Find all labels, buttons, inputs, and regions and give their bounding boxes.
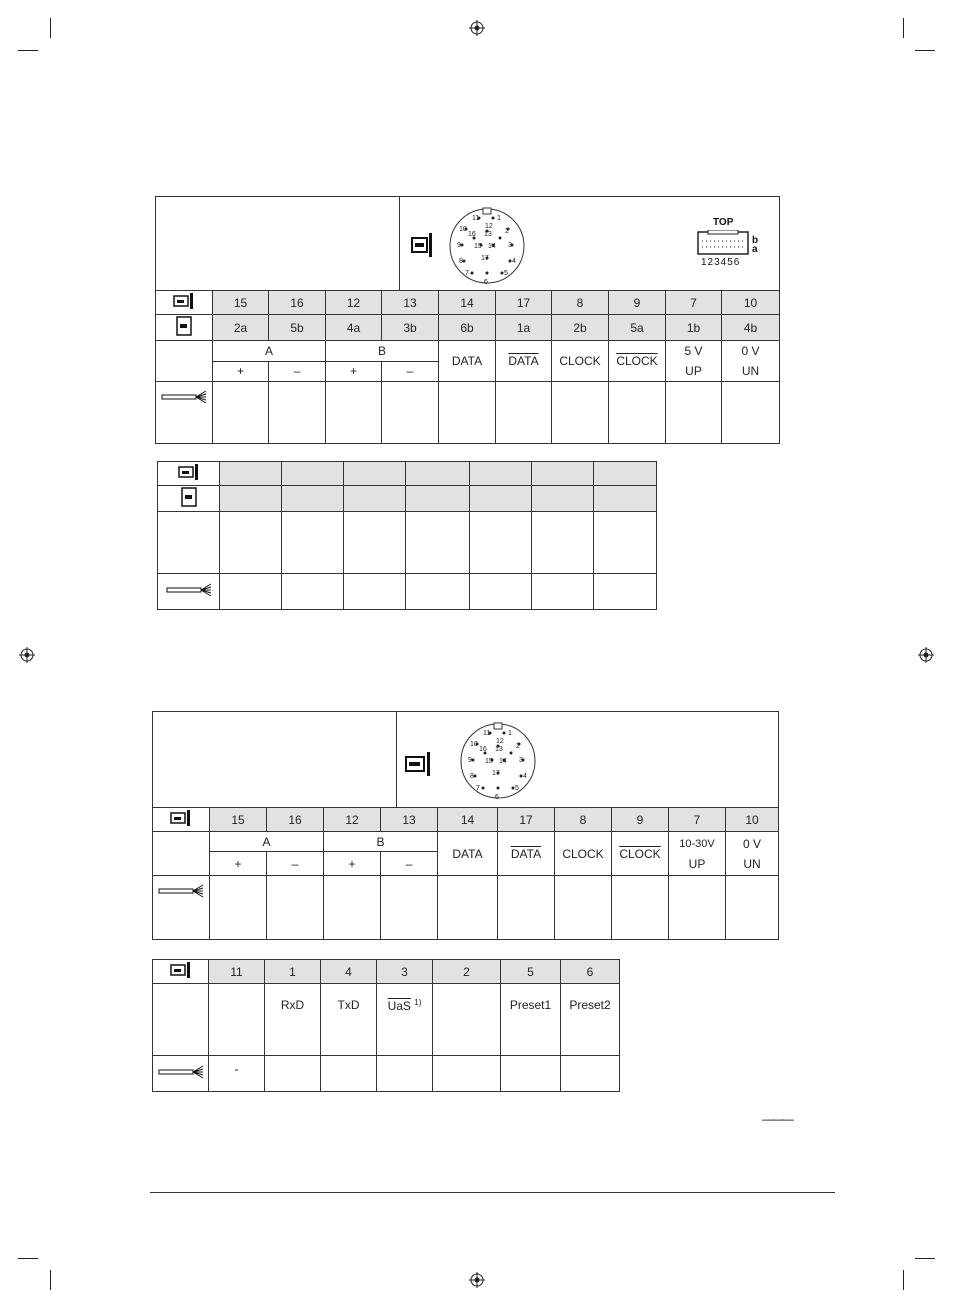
data-bar-cell bbox=[496, 341, 552, 382]
table-row bbox=[153, 984, 620, 1056]
alt-pin-cell: 3b bbox=[382, 315, 439, 341]
connector-pin-label: 6 bbox=[495, 794, 499, 801]
cable-icon bbox=[158, 884, 204, 898]
alt-pin-cell: 1b bbox=[666, 315, 722, 341]
table3-header bbox=[152, 711, 779, 808]
up-cell bbox=[669, 832, 726, 876]
crop-mark bbox=[50, 18, 51, 38]
row-icon-cell bbox=[153, 808, 210, 832]
pin-cell: 7 bbox=[666, 291, 722, 315]
strip-side-a: a bbox=[752, 244, 758, 255]
footnote-sup: 1) bbox=[414, 998, 422, 1007]
wire-color-cell bbox=[406, 574, 469, 610]
connector-pin-label: 9 bbox=[468, 757, 472, 764]
signal-cell: Preset2 bbox=[561, 984, 620, 1056]
pin-cell: 3 bbox=[377, 960, 433, 984]
pin-cell bbox=[406, 462, 469, 486]
alt-pin-cell: 4a bbox=[326, 315, 382, 341]
plus-cell: + bbox=[210, 852, 267, 876]
pin-cell: 8 bbox=[552, 291, 609, 315]
wire-color-cell bbox=[220, 574, 282, 610]
data-bar-label: DATA bbox=[508, 354, 539, 368]
wire-color-cell bbox=[609, 382, 666, 444]
wire-color-cell bbox=[381, 876, 438, 940]
socket-icon bbox=[176, 316, 192, 336]
wire-color-cell bbox=[382, 382, 439, 444]
signal-cell: TxD bbox=[321, 984, 377, 1056]
wire-color-cell bbox=[321, 1056, 377, 1092]
crop-mark bbox=[50, 1270, 51, 1290]
plus-cell: + bbox=[326, 361, 382, 382]
alt-pin-cell bbox=[406, 486, 469, 512]
table1-header bbox=[155, 196, 780, 291]
clock-bar-cell bbox=[609, 341, 666, 382]
alt-pin-cell bbox=[593, 486, 656, 512]
registration-mark-icon bbox=[19, 647, 35, 663]
up-cell bbox=[666, 341, 722, 382]
wire-color-cell bbox=[344, 574, 406, 610]
wire-color-cell bbox=[282, 574, 344, 610]
row-icon-cell bbox=[153, 1056, 209, 1092]
wire-color-cell bbox=[722, 382, 780, 444]
table-row bbox=[153, 832, 779, 852]
un-value: 0 V bbox=[742, 836, 761, 851]
table3-pin-table bbox=[152, 807, 779, 940]
pin-cell: 12 bbox=[324, 808, 381, 832]
registration-mark-icon bbox=[469, 1272, 485, 1288]
connector-plug-icon bbox=[405, 752, 433, 776]
wire-color-cell bbox=[612, 876, 669, 940]
connector-pin-label: 1 bbox=[508, 730, 512, 737]
wire-color-cell bbox=[210, 876, 267, 940]
table1-pin-table bbox=[155, 290, 780, 444]
minus-cell: – bbox=[382, 361, 439, 382]
wire-color-cell bbox=[267, 876, 324, 940]
pin-cell: 10 bbox=[722, 291, 780, 315]
row-icon-cell bbox=[153, 960, 209, 984]
connector-pin-label: 6 bbox=[484, 279, 488, 286]
alt-pin-cell bbox=[220, 486, 282, 512]
connector-pin-label: 11 bbox=[483, 730, 491, 737]
up-label: UP bbox=[685, 364, 702, 378]
connector-pin-label: 10 bbox=[470, 741, 478, 748]
cable-icon bbox=[158, 1065, 204, 1079]
pin-cell: 17 bbox=[498, 808, 555, 832]
data-cell: DATA bbox=[438, 832, 498, 876]
table-row bbox=[156, 382, 780, 444]
table-row bbox=[158, 512, 657, 574]
plug-icon bbox=[173, 293, 195, 309]
pin-cell: 6 bbox=[561, 960, 620, 984]
empty-cell bbox=[153, 984, 209, 1056]
up-label: UP bbox=[688, 856, 706, 871]
wire-color-cell bbox=[469, 574, 531, 610]
connector-plug-icon bbox=[411, 233, 435, 257]
alt-pin-cell bbox=[469, 486, 531, 512]
strip-side-b: b bbox=[752, 235, 759, 246]
wire-color-cell bbox=[593, 574, 656, 610]
pin-cell: 2 bbox=[433, 960, 501, 984]
connector-pin-label: 13 bbox=[495, 746, 503, 753]
row-icon-cell bbox=[158, 486, 220, 512]
wire-color-cell bbox=[669, 876, 726, 940]
wire-color-cell bbox=[324, 876, 381, 940]
alt-pin-cell: 6b bbox=[439, 315, 496, 341]
crop-mark bbox=[18, 50, 38, 51]
wire-color-cell bbox=[377, 1056, 433, 1092]
wire-color-cell bbox=[496, 382, 552, 444]
connector-pin-label: 17 bbox=[492, 770, 500, 777]
crop-mark bbox=[18, 1258, 38, 1259]
connector-pin-label: 2 bbox=[516, 743, 520, 750]
un-value: 0 V bbox=[741, 344, 760, 358]
alt-pin-cell: 2a bbox=[213, 315, 269, 341]
pin-cell: 5 bbox=[501, 960, 561, 984]
connector-pin-label: 16 bbox=[479, 746, 487, 753]
table2-pin-table bbox=[157, 461, 657, 610]
table-row bbox=[156, 341, 780, 362]
table-row bbox=[156, 315, 780, 341]
alt-pin-cell: 1a bbox=[496, 315, 552, 341]
row-icon-cell bbox=[153, 876, 210, 940]
pin-cell: 9 bbox=[612, 808, 669, 832]
round-connector-face-icon bbox=[457, 720, 539, 802]
signal-cell bbox=[209, 984, 265, 1056]
wire-color-cell bbox=[326, 382, 382, 444]
pin-cell bbox=[531, 462, 593, 486]
wire-color-cell bbox=[433, 1056, 501, 1092]
connector-pin-label: 2 bbox=[505, 228, 509, 235]
strip-numbers: 123456 bbox=[701, 257, 741, 268]
pin-cell: 15 bbox=[213, 291, 269, 315]
header-divider bbox=[396, 712, 397, 808]
pin-cell: 14 bbox=[438, 808, 498, 832]
connector-pin-label: 3 bbox=[519, 757, 523, 764]
connector-pin-label: 15 bbox=[485, 758, 493, 765]
pin-cell bbox=[593, 462, 656, 486]
plug-icon bbox=[170, 962, 192, 978]
pin-cell bbox=[220, 462, 282, 486]
connector-pin-label: 10 bbox=[459, 226, 467, 233]
crop-mark bbox=[915, 1258, 935, 1259]
pin-cell: 4 bbox=[321, 960, 377, 984]
group-b-header: B bbox=[326, 341, 439, 362]
pin-cell: 11 bbox=[209, 960, 265, 984]
clock-bar-label: CLOCK bbox=[616, 354, 658, 368]
signal-cell: RxD bbox=[265, 984, 321, 1056]
connector-pin-label: 14 bbox=[488, 243, 496, 250]
data-bar-cell bbox=[498, 832, 555, 876]
crop-mark bbox=[903, 18, 904, 38]
connector-pin-label: 4 bbox=[523, 773, 527, 780]
connector-pin-label: 8 bbox=[470, 773, 474, 780]
round-connector-face-icon bbox=[446, 205, 528, 287]
wire-color-cell bbox=[501, 1056, 561, 1092]
up-value: 5 V bbox=[684, 344, 703, 358]
connector-pin-label: 5 bbox=[515, 785, 519, 792]
data-cell: DATA bbox=[439, 341, 496, 382]
pin-cell: 12 bbox=[326, 291, 382, 315]
connector-pin-label: 3 bbox=[508, 242, 512, 249]
connector-pin-label: 15 bbox=[474, 243, 482, 250]
wire-color-cell bbox=[269, 382, 326, 444]
table-row bbox=[158, 462, 657, 486]
group-b-header: B bbox=[324, 832, 438, 852]
wire-color-cell bbox=[555, 876, 612, 940]
row-icon-cell bbox=[158, 462, 220, 486]
pin-cell: 17 bbox=[496, 291, 552, 315]
pin-cell: 16 bbox=[269, 291, 326, 315]
connector-pin-label: 12 bbox=[485, 223, 493, 230]
table-row bbox=[153, 808, 779, 832]
signal-cell bbox=[377, 984, 433, 1056]
connector-pin-label: 4 bbox=[512, 258, 516, 265]
table-row bbox=[153, 1056, 620, 1092]
un-cell bbox=[726, 832, 779, 876]
wire-color-cell bbox=[552, 382, 609, 444]
connector-pin-label: 14 bbox=[499, 758, 507, 765]
wire-color-cell bbox=[265, 1056, 321, 1092]
signal-cell bbox=[433, 984, 501, 1056]
empty-cell bbox=[158, 512, 220, 574]
clock-cell: CLOCK bbox=[555, 832, 612, 876]
pin-cell bbox=[469, 462, 531, 486]
signal-cell bbox=[344, 512, 406, 574]
table-row bbox=[153, 960, 620, 984]
group-a-header: A bbox=[210, 832, 324, 852]
connector-pin-label: 16 bbox=[468, 231, 476, 238]
signal-cell bbox=[406, 512, 469, 574]
un-label: UN bbox=[741, 364, 760, 378]
clock-bar-label: CLOCK bbox=[619, 846, 661, 861]
table-row bbox=[158, 486, 657, 512]
connector-pin-label: 13 bbox=[484, 231, 492, 238]
pin-cell: 9 bbox=[609, 291, 666, 315]
table4-pin-table bbox=[152, 959, 620, 1092]
wire-color-cell: - bbox=[209, 1056, 265, 1092]
empty-cell bbox=[156, 341, 213, 382]
alt-pin-cell bbox=[344, 486, 406, 512]
up-value: 10-30V bbox=[679, 837, 715, 850]
alt-pin-cell bbox=[282, 486, 344, 512]
pin-cell: 10 bbox=[726, 808, 779, 832]
un-cell bbox=[722, 341, 780, 382]
signal-cell bbox=[220, 512, 282, 574]
connector-pin-label: 9 bbox=[457, 242, 461, 249]
cable-icon bbox=[161, 390, 207, 404]
plus-cell: + bbox=[324, 852, 381, 876]
row-icon-cell bbox=[156, 382, 213, 444]
plug-icon bbox=[178, 464, 200, 480]
plus-cell: + bbox=[213, 361, 269, 382]
alt-pin-cell: 5a bbox=[609, 315, 666, 341]
row-icon-cell bbox=[156, 315, 213, 341]
minus-cell: – bbox=[269, 361, 326, 382]
data-bar-label: DATA bbox=[510, 846, 542, 861]
wire-color-cell bbox=[498, 876, 555, 940]
signal-cell bbox=[469, 512, 531, 574]
registration-mark-icon bbox=[469, 20, 485, 36]
pin-cell: 14 bbox=[439, 291, 496, 315]
table-row bbox=[158, 574, 657, 610]
row-icon-cell bbox=[158, 574, 220, 610]
empty-cell bbox=[153, 832, 210, 876]
pin-cell bbox=[344, 462, 406, 486]
pin-cell: 7 bbox=[669, 808, 726, 832]
footnote-mark: ——— bbox=[762, 1112, 792, 1126]
group-a-header: A bbox=[213, 341, 326, 362]
wire-color-cell bbox=[531, 574, 593, 610]
connector-pin-label: 7 bbox=[465, 270, 469, 277]
wire-color-cell bbox=[439, 382, 496, 444]
pin-cell: 1 bbox=[265, 960, 321, 984]
connector-pin-label: 12 bbox=[496, 738, 504, 745]
signal-cell: Preset1 bbox=[501, 984, 561, 1056]
crop-mark bbox=[915, 50, 935, 51]
table-row bbox=[156, 291, 780, 315]
socket-icon bbox=[181, 487, 197, 507]
clock-cell: CLOCK bbox=[552, 341, 609, 382]
wire-color-cell bbox=[213, 382, 269, 444]
signal-cell bbox=[531, 512, 593, 574]
top-label: TOP bbox=[713, 217, 734, 228]
crop-mark bbox=[903, 1270, 904, 1290]
header-divider bbox=[399, 197, 400, 291]
wire-color-cell bbox=[726, 876, 779, 940]
pin-cell: 16 bbox=[267, 808, 324, 832]
alt-pin-cell: 4b bbox=[722, 315, 780, 341]
pin-cell: 8 bbox=[555, 808, 612, 832]
pin-cell: 13 bbox=[382, 291, 439, 315]
connector-pin-label: 7 bbox=[476, 785, 480, 792]
minus-cell: – bbox=[381, 852, 438, 876]
wire-color-cell bbox=[561, 1056, 620, 1092]
registration-mark-icon bbox=[918, 647, 934, 663]
footer-rule bbox=[150, 1192, 835, 1193]
minus-cell: – bbox=[267, 852, 324, 876]
plug-icon bbox=[170, 810, 192, 826]
pin-cell: 13 bbox=[381, 808, 438, 832]
un-label: UN bbox=[743, 856, 761, 871]
connector-pin-label: 8 bbox=[459, 258, 463, 265]
connector-pin-label: 11 bbox=[472, 215, 480, 222]
pin-cell bbox=[282, 462, 344, 486]
row-icon-cell bbox=[156, 291, 213, 315]
alt-pin-cell bbox=[531, 486, 593, 512]
uas-label: $\overline{UaS}$ bbox=[387, 999, 411, 1013]
alt-pin-cell: 5b bbox=[269, 315, 326, 341]
signal-cell bbox=[282, 512, 344, 574]
clock-bar-cell bbox=[612, 832, 669, 876]
signal-cell bbox=[593, 512, 656, 574]
connector-pin-label: 17 bbox=[481, 255, 489, 262]
wire-color-cell bbox=[666, 382, 722, 444]
cable-icon bbox=[166, 583, 212, 597]
connector-pin-label: 1 bbox=[497, 215, 501, 222]
wire-color-cell bbox=[438, 876, 498, 940]
table-row bbox=[153, 876, 779, 940]
connector-pin-label: 5 bbox=[504, 270, 508, 277]
header-strip-icon bbox=[696, 230, 759, 258]
pin-cell: 15 bbox=[210, 808, 267, 832]
alt-pin-cell: 2b bbox=[552, 315, 609, 341]
